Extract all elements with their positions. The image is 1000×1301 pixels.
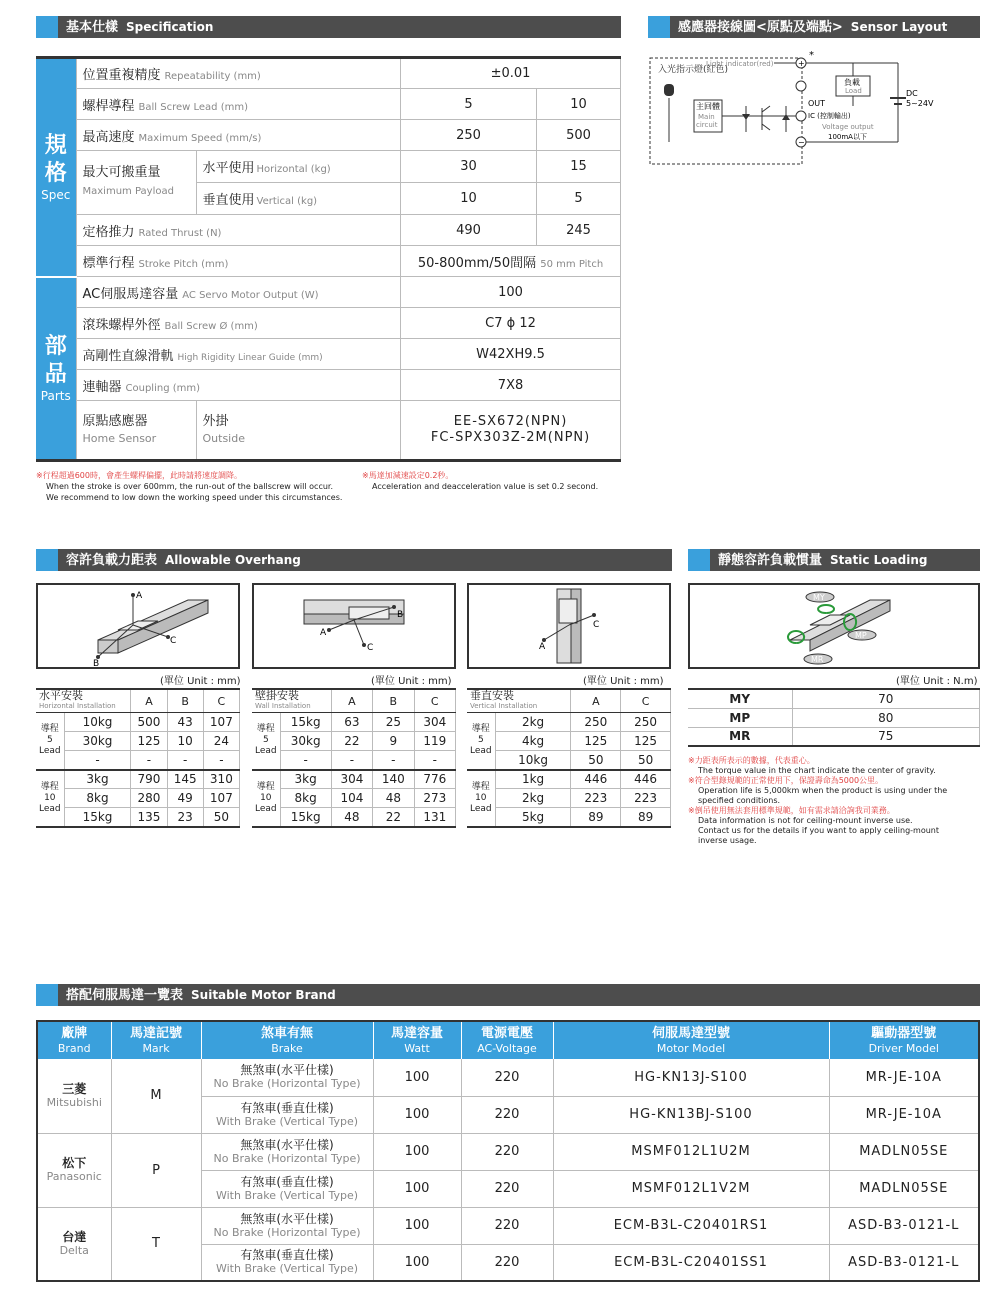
spec-value: C7 ϕ 12 — [401, 308, 621, 339]
lead-label: 導程 5 Lead — [467, 713, 495, 770]
svg-text:A: A — [136, 591, 143, 601]
col-header: 廠牌 Brand — [37, 1021, 111, 1059]
svg-text:Voltage output: Voltage output — [822, 123, 874, 131]
my-label: MY — [813, 593, 825, 602]
section-title-en: Suitable Motor Brand — [191, 988, 336, 1002]
spec-label: 最大可搬重量 Maximum Payload — [76, 151, 196, 215]
section-title: 容許負載力距表 — [66, 553, 158, 568]
spec-value: 250 — [401, 120, 537, 151]
spec-label: 連軸器 Coupling (mm) — [76, 370, 401, 401]
svg-text:circuit: circuit — [696, 121, 718, 129]
spec-side-label: 規格 Spec — [36, 58, 76, 277]
motor-table — [36, 1020, 980, 1282]
motor-section-header — [36, 984, 980, 1006]
wall-overhang-table: 壁掛安裝 Wall Installation A B C 導程 5 Lead 15kg 63 25 304 30kg 22 9 119 - - - - 導程 10 Lead 3kg 304 140 776 8kg 104 48 273 15kg 48 22 131 — [252, 688, 456, 828]
spec-value: 7X8 — [401, 370, 621, 401]
svg-text:Load: Load — [845, 87, 862, 95]
unit-label: (單位 Unit : mm) — [583, 676, 664, 687]
spec-label: 滾珠螺桿外徑 Ball Screw Ø (mm) — [76, 308, 401, 339]
svg-text:A: A — [320, 628, 327, 638]
sensor-section-header — [648, 16, 980, 38]
svg-text:B: B — [93, 659, 100, 667]
transistor-icon — [762, 124, 770, 130]
svg-text:*: * — [809, 50, 814, 61]
lead-label: 導程 5 Lead — [36, 713, 64, 770]
table-caption: 垂直安裝 Vertical Installation — [467, 689, 571, 713]
mr-label: MR — [811, 655, 824, 664]
table-row: 有煞車(垂直仕樣) With Brake (Vertical Type) 100 220 HG-KN13BJ-S100 MR-JE-10A — [37, 1096, 979, 1133]
svg-text:−: − — [798, 138, 805, 147]
spec-note-1: ※行程超過600時，會產生螺桿偏擺，此時請將速度調降。 When the stroke is over 600mm, the run-out of the ballscrew will occur. We recommend to low down the working speed under this circumstances. — [36, 471, 343, 502]
load-terminal-icon — [796, 81, 806, 91]
parts-side-label: 部品 Parts — [36, 277, 76, 461]
section-title: 靜態容許負載慣量 — [718, 553, 823, 568]
spec-value: 10 — [537, 89, 621, 120]
svg-text:DC: DC — [906, 89, 918, 98]
svg-text:100mA以下: 100mA以下 — [828, 133, 867, 141]
out-terminal-icon — [796, 111, 806, 121]
table-caption: 水平安裝 Horizontal Installation — [36, 689, 131, 713]
lead-label: 導程 10 Lead — [252, 770, 280, 827]
svg-text:C: C — [170, 636, 177, 646]
spec-label: 最高速度 Maximum Speed (mm/s) — [76, 120, 401, 151]
spec-label: 水平使用 Horizontal (kg) — [196, 151, 401, 183]
spec-value: 500 — [537, 120, 621, 151]
mp-label: MP — [855, 631, 867, 640]
spec-label: 螺桿導程 Ball Screw Lead (mm) — [76, 89, 401, 120]
horizontal-overhang-table: 水平安裝 Horizontal Installation A B C 導程 5 Lead 10kg 500 43 107 30kg 125 10 24 - - - - 導程 10 Lead 3kg 790 145 310 8kg 280 49 107 15kg 135 23 50 — [36, 688, 240, 828]
unit-label: (單位 Unit : mm) — [371, 676, 452, 687]
spec-label: 垂直使用 Vertical (kg) — [196, 183, 401, 215]
unit-label: (單位 Unit : mm) — [160, 676, 241, 687]
spec-label: AC伺服馬達容量 AC Servo Motor Output (W) — [76, 277, 401, 308]
vertical-overhang-table: 垂直安裝 Vertical Installation A C 導程 5 Lead 2kg 250 250 4kg 125 125 10kg 50 50 導程 10 Lead 1kg 446 446 2kg 223 223 5kg 89 89 — [467, 688, 671, 828]
spec-table — [36, 56, 621, 462]
spec-value: 5 — [401, 89, 537, 120]
spec-label: 外掛 Outside — [196, 401, 401, 461]
wall-install-diagram — [252, 583, 456, 669]
spec-value: 5 — [537, 183, 621, 215]
spec-value: 490 — [401, 215, 537, 246]
static-moment-diagram — [688, 583, 980, 669]
unit-label: (單位 Unit : N.m) — [896, 676, 978, 687]
col-header: 煞車有無 Brake — [201, 1021, 373, 1059]
my-rotation-icon — [818, 605, 834, 613]
section-title-en: Specification — [126, 20, 214, 34]
spec-label: 定格推力 Rated Thrust (N) — [76, 215, 401, 246]
spec-section-header — [36, 16, 621, 38]
led-icon — [664, 84, 674, 96]
spec-note-2: ※馬達加減速設定0.2秒。 Acceleration and deacceleration value is set 0.2 second. — [362, 471, 599, 491]
section-title-en: Allowable Overhang — [165, 553, 301, 567]
table-row: 有煞車(垂直仕樣) With Brake (Vertical Type) 100 220 MSMF012L1V2M MADLN05SE — [37, 1170, 979, 1207]
spec-value: 245 — [537, 215, 621, 246]
static-moment-notes: ※力距表所表示的數據，代表重心。 The torque value in the chart indicate the center of gravity. ※符合型錄規範的正常使用下，保證壽命為5000公里。 Operation life is 5,000km when the product is using under the specified conditions. ※倒吊使用無法套用標準規範，如有需求請洽詢我司業務。 Data information is not for ceiling-mount inverse use. Contact us for the details if you want to apply ceiling-mount inverse usage. — [688, 756, 948, 845]
svg-text:B: B — [397, 610, 404, 620]
section-title-en: Static Loading Moment — [718, 553, 928, 590]
diode-icon — [742, 114, 750, 120]
lead-label: 導程 10 Lead — [467, 770, 495, 827]
spec-label: 標準行程 Stroke Pitch (mm) — [76, 246, 401, 277]
overhang-section-header — [36, 549, 672, 571]
section-title-en: Sensor Layout — [850, 20, 948, 34]
spec-value: ±0.01 — [401, 58, 621, 89]
spec-label: 原點感應器 Home Sensor — [76, 401, 196, 461]
spec-label: 高剛性直線滑軌 High Rigidity Linear Guide (mm) — [76, 339, 401, 370]
vertical-install-diagram — [467, 583, 671, 669]
spec-value: 10 — [401, 183, 537, 215]
spec-value: EE-SX672(NPN) FC-SPX303Z-2M(NPN) — [401, 401, 621, 461]
ic-label: IC (控制輸出) — [808, 112, 851, 120]
lead-label: 導程 5 Lead — [252, 713, 280, 770]
light-indicator-label: Light indicator(red) — [706, 60, 774, 68]
section-title: 感應器接線圖<原點及端點> — [678, 20, 843, 35]
spec-value: 15 — [537, 151, 621, 183]
spec-value: 30 — [401, 151, 537, 183]
table-row: 有煞車(垂直仕樣) With Brake (Vertical Type) 100 220 ECM-B3L-C20401SS1 ASD-B3-0121-L — [37, 1244, 979, 1281]
lead-label: 導程 10 Lead — [36, 770, 64, 827]
static-moment-table: MY 70 MP 80 MR 75 — [688, 688, 980, 747]
sensor-wiring-diagram — [648, 46, 980, 170]
table-row: 台達 Delta T 無煞車(水平仕樣) No Brake (Horizontal Type) 100 220 ECM-B3L-C20401RS1 ASD-B3-0121-L — [37, 1207, 979, 1244]
svg-text:5~24V: 5~24V — [906, 99, 934, 108]
static-section-header — [688, 549, 980, 590]
section-title: 基本仕樣 — [66, 20, 119, 35]
spec-value: W42XH9.5 — [401, 339, 621, 370]
table-caption: 壁掛安裝 Wall Installation — [252, 689, 331, 713]
spec-value: 50-800mm/50間隔 50 mm Pitch — [401, 246, 621, 277]
main-circuit-label: 主回體 — [696, 102, 720, 111]
led-label: 入光指示燈(紅色) — [658, 65, 729, 75]
horizontal-install-diagram — [36, 583, 240, 669]
out-label: OUT — [808, 99, 826, 108]
col-header: 伺服馬達型號 Motor Model — [553, 1021, 829, 1059]
col-header: 驅動器型號 Driver Model — [829, 1021, 979, 1059]
col-header: 電源電壓 AC-Voltage — [461, 1021, 553, 1059]
col-header: 馬達記號 Mark — [111, 1021, 201, 1059]
spec-label: 位置重複精度 Repeatability (mm) — [76, 58, 401, 89]
section-title: 搭配伺服馬達一覽表 — [66, 988, 184, 1003]
table-row: 松下 Panasonic P 無煞車(水平仕樣) No Brake (Horizontal Type) 100 220 MSMF012L1U2M MADLN05SE — [37, 1133, 979, 1170]
table-row: 三菱 Mitsubishi M 無煞車(水平仕樣) No Brake (Horizontal Type) 100 220 HG-KN13J-S100 MR-JE-10A — [37, 1059, 979, 1096]
svg-text:Main: Main — [698, 113, 715, 121]
svg-text:A: A — [539, 642, 546, 652]
spec-value: 100 — [401, 277, 621, 308]
svg-text:C: C — [367, 643, 374, 653]
svg-text:+: + — [798, 59, 805, 68]
col-header: 馬達容量 Watt — [373, 1021, 461, 1059]
svg-text:負載: 負載 — [844, 78, 860, 87]
svg-text:C: C — [593, 620, 600, 630]
